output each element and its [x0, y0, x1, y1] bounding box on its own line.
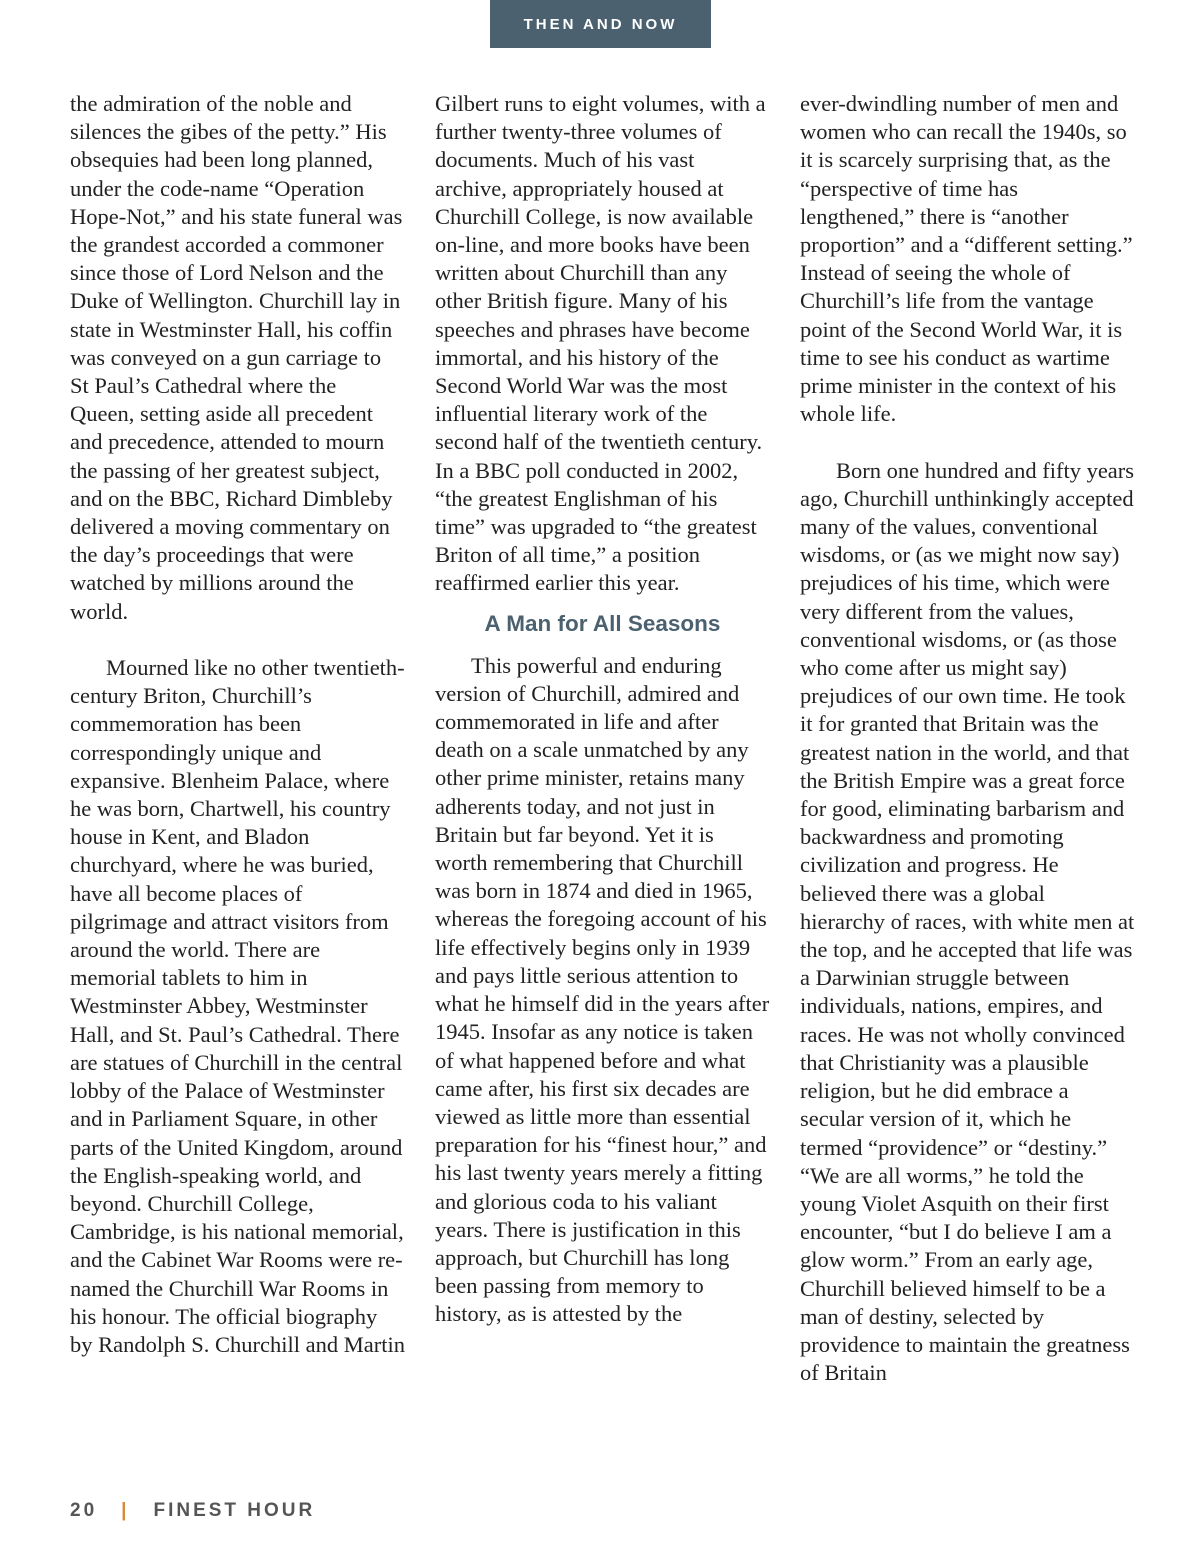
page-footer: [70, 1500, 315, 1522]
section-label: THEN AND NOW: [490, 0, 711, 48]
article-column-3: [800, 90, 1135, 1387]
article-column-1: [70, 90, 405, 1359]
paragraph: the admiration of the noble and silences the gibes of the petty.” His obsequies had been long planned, under the code-name “Operation Hope-Not,” and his state funeral was the grandest accorded a commoner since those of Lord Nelson and the Duke of Wellington. Churchill lay in state in Westminster Hall, his coffin was conveyed on a gun carriage to St Paul’s Cathedral where the Queen, setting aside all precedent and precedence, attended to mourn the passing of her greatest subject, and on the BBC, Richard Dimbleby delivered a moving commentary on the day’s proceedings that were watched by millions around the world.: [70, 91, 403, 624]
section-subheading: A Man for All Seasons: [484, 610, 721, 636]
paragraph: Born one hundred and fifty years ago, Churchill unthinkingly accepted many of the values, conventional wisdoms, or (as we might now say) prejudices of his time, which were very different from the values, conventional wisdoms, or (as those who come after us might say) prejudices of our own time. He took it for granted that Britain was the greatest nation in the world, and that the British Empire was a great force for good, eliminating barbarism and backwardness and promoting civilization and progress. He believed there was a global hierarchy of races, with white men at the top, and he accepted that life was a Darwinian struggle between individuals, nations, empires, and races. He was not wholly convinced that Christianity was a plausible religion, but he did embrace a secular version of it, which he termed “providence” or “destiny.” “We are all worms,” he told the young Violet Asquith on their first encounter, “but I do believe I am a glow worm.” From an early age, Churchill believed himself to be a man of destiny, selected by providence to maintain the greatness of Britain: [800, 457, 1135, 1386]
paragraph: Mourned like no other twentieth-century Briton, Churchill’s commemoration has been correspondingly unique and expansive. Blenheim Palace, where he was born, Chartwell, his country house in Kent, and Bladon churchyard, where he was buried, have all become places of pilgrimage and attract visitors from around the world. There are memorial tablets to him in Westminster Abbey, Westminster Hall, and St. Paul’s Cathedral. There are statues of Churchill in the central lobby of the Palace of Westminster and in Parliament Square, in other parts of the United Kingdom, around the English-speaking world, and beyond. Churchill College, Cambridge, is his national memorial, and the Cabinet War Rooms were re-named the Churchill War Rooms in his honour. The official biography by Randolph S. Churchill and Martin: [70, 655, 405, 1357]
article-column-2: [435, 90, 770, 1329]
paragraph: Gilbert runs to eight volumes, with a further twenty-three volumes of documents. Much of his vast archive, appropriately housed at Churchill College, is now available on-line, and more books have been written about Churchill than any other British figure. Many of his speeches and phrases have become immortal, and his history of the Second World War was the most influential literary work of the second half of the twentieth century. In a BBC poll conducted in 2002, “the greatest Englishman of his time” was upgraded to “the greatest Briton of all time,” a position reaffirmed earlier this year.: [435, 91, 766, 596]
footer-separator: |: [121, 1500, 130, 1521]
page-number: 20: [70, 1500, 98, 1521]
publication-name: FINEST HOUR: [153, 1500, 316, 1521]
paragraph: This powerful and enduring version of Churchill, admired and commemorated in life and after death on a scale unmatched by any other prime minister, retains many adherents today, and not just in Britain but far beyond. Yet it is worth remembering that Churchill was born in 1874 and died in 1965, whereas the foregoing account of his life effectively begins only in 1939 and pays little serious attention to what he himself did in the years after 1945. Insofar as any notice is taken of what happened before and what came after, his first six decades are viewed as little more than essential preparation for his “finest hour,” and his last twenty years merely a fitting and glorious coda to his valiant years. There is justification in this approach, but Churchill has long been passing from memory to history, as is attested by the: [435, 652, 770, 1327]
paragraph: ever-dwindling number of men and women who can recall the 1940s, so it is scarcely surprising that, as the “perspective of time has lengthened,” there is “another proportion” and a “different setting.” Instead of seeing the whole of Churchill’s life from the vantage point of the Second World War, it is time to see his conduct as wartime prime minister in the context of his whole life.: [800, 91, 1133, 427]
